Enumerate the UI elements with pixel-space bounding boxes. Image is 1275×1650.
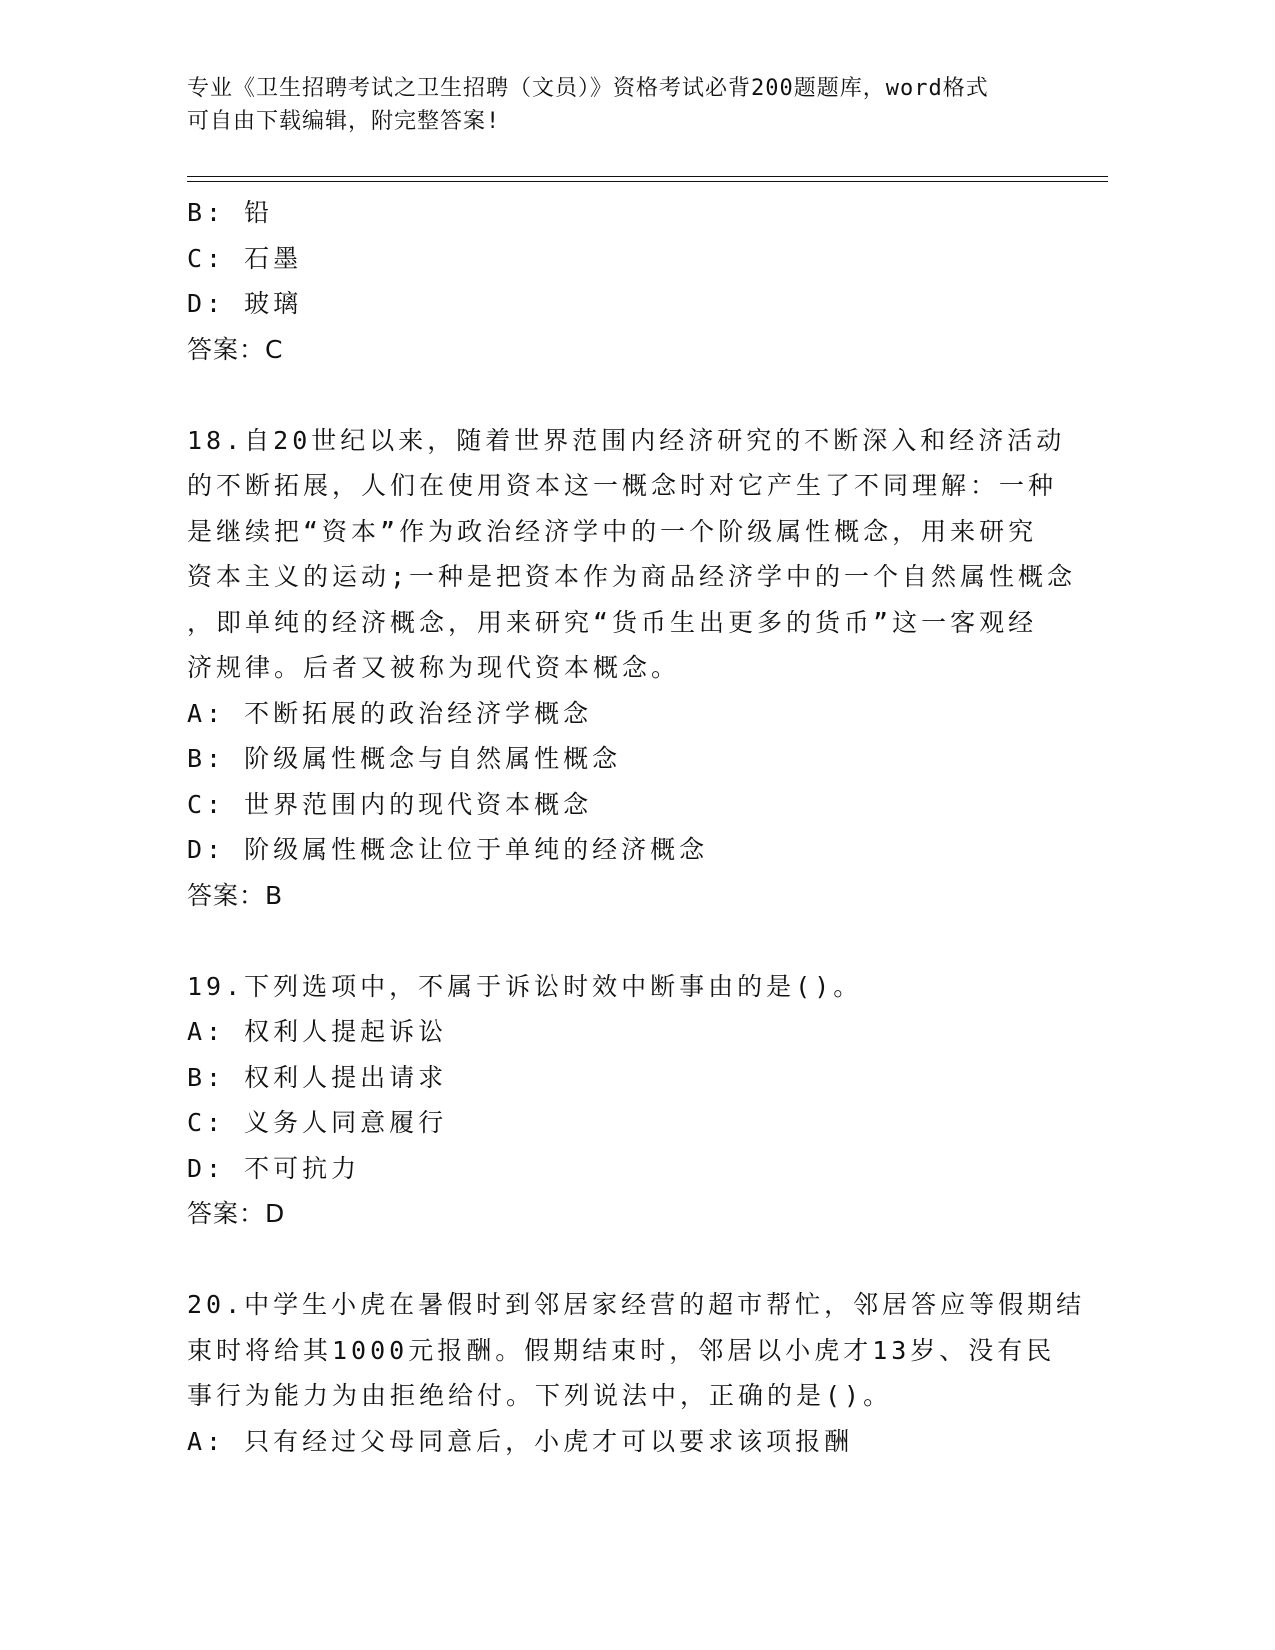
question-stem-line: 资本主义的运动;一种是把资本作为商品经济学中的一个自然属性概念	[187, 562, 1077, 591]
option-c: C: 义务人同意履行	[187, 1108, 448, 1137]
header-line-2: 可自由下载编辑，附完整答案!	[187, 109, 501, 134]
spacer	[187, 1237, 1087, 1283]
header-divider-top	[187, 176, 1108, 177]
spacer	[187, 918, 1087, 964]
question-stem-line: 19.下列选项中，不属于诉讼时效中断事由的是()。	[187, 971, 863, 1001]
question-stem-line: 济规律。后者又被称为现代资本概念。	[187, 653, 681, 682]
option-b: B: 铅	[187, 198, 274, 227]
option-a: A: 只有经过父母同意后，小虎才可以要求该项报酬	[187, 1426, 854, 1456]
question-stem-line: 20.中学生小虎在暑假时到邻居家经营的超市帮忙，邻居答应等假期结	[187, 1290, 1086, 1319]
question-19	[187, 964, 1087, 1237]
option-d: D: 玻璃	[187, 289, 303, 318]
option-c: C: 世界范围内的现代资本概念	[187, 789, 593, 819]
document-header	[187, 72, 1087, 138]
question-20	[187, 1282, 1087, 1464]
question-stem-line: ，即单纯的经济概念，用来研究“货币生出更多的货币”这一客观经	[187, 607, 1038, 637]
answer-line: 答案：D	[187, 1199, 286, 1228]
option-d: D: 阶级属性概念让位于单纯的经济概念	[187, 835, 709, 864]
question-stem-line: 是继续把“资本”作为政治经济学中的一个阶级属性概念，用来研究	[187, 516, 1038, 546]
option-a: A: 权利人提起诉讼	[187, 1017, 448, 1046]
question-18	[187, 418, 1087, 919]
option-b: B: 阶级属性概念与自然属性概念	[187, 744, 622, 773]
answer-line: 答案：C	[187, 334, 284, 364]
header-divider-bottom	[187, 181, 1108, 182]
spacer	[187, 372, 1087, 418]
option-d: D: 不可抗力	[187, 1153, 361, 1183]
option-c: C: 石墨	[187, 243, 303, 273]
answer-line: 答案：B	[187, 880, 284, 910]
question-stem-line: 18.自20世纪以来，随着世界范围内经济研究的不断深入和经济活动	[187, 425, 1066, 455]
question-stem-line: 的不断拓展，人们在使用资本这一概念时对它产生了不同理解：一种	[187, 471, 1058, 500]
question-17-tail	[187, 190, 1087, 372]
option-b: B: 权利人提出请求	[187, 1062, 448, 1092]
header-line-1: 专业《卫生招聘考试之卫生招聘（文员）》资格考试必背200题题库，word格式	[187, 76, 989, 101]
question-stem-line: 事行为能力为由拒绝给付。下列说法中，正确的是()。	[187, 1381, 893, 1410]
question-stem-line: 束时将给其1000元报酬。假期结束时，邻居以小虎才13岁、没有民	[187, 1335, 1056, 1365]
option-a: A: 不断拓展的政治经济学概念	[187, 698, 593, 728]
question-content	[187, 190, 1087, 1464]
